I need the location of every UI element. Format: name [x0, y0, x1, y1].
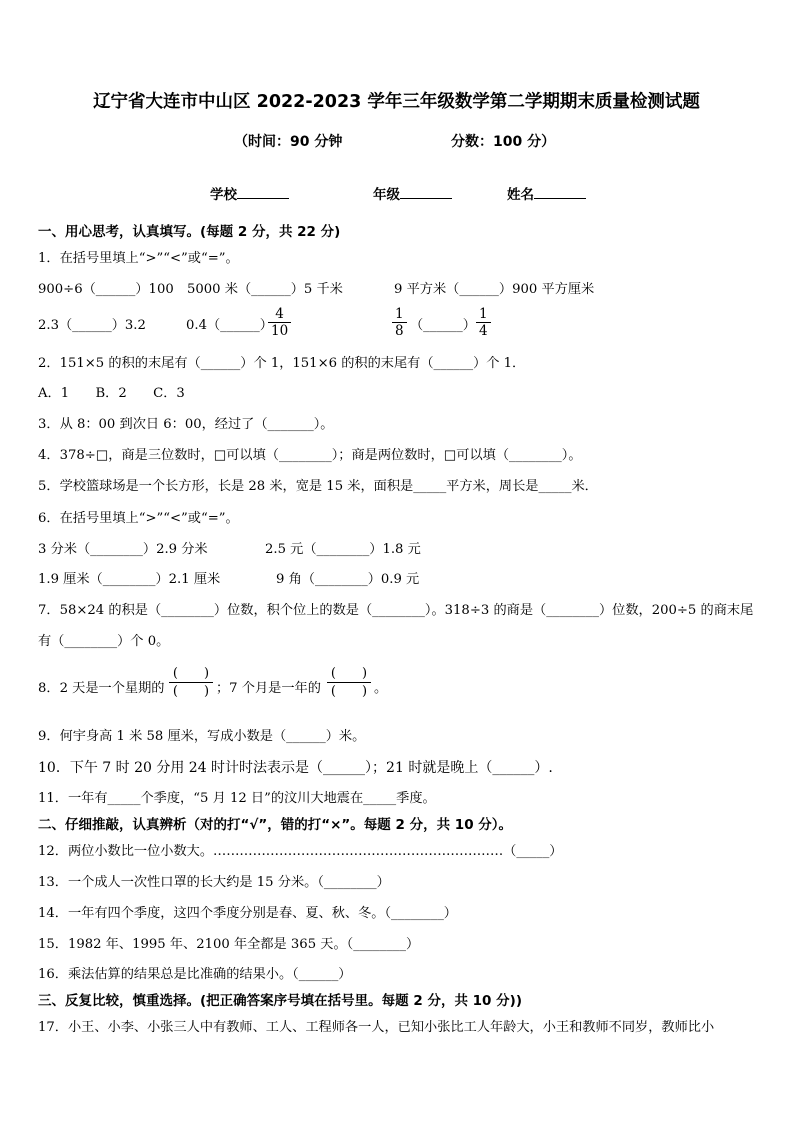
question-1: 1．在括号里填上“>”“<”或“=”。 [38, 251, 239, 266]
question-5: 5．学校篮球场是一个长方形，长是 28 米，宽是 15 米，面积是_____平方米，周长是_____米． [38, 479, 598, 494]
q1-item-f: （______） [410, 318, 476, 333]
name-label: 姓名 [507, 187, 534, 203]
question-7-line-2: 有（________）个 0。 [38, 634, 170, 649]
question-15: 15．1982 年、1995 年、2100 年全都是 365 天。（________） [38, 937, 420, 952]
grade-field[interactable] [373, 183, 452, 203]
fraction-denominator: 4 [479, 323, 488, 339]
fraction-numerator: 1 [395, 306, 404, 322]
school-label: 学校 [210, 187, 237, 203]
name-blank[interactable] [534, 184, 586, 199]
fraction-numerator-blank[interactable]: ( ) [172, 666, 210, 681]
q6-item-a: 3 分米（________）2.9 分米 [38, 542, 208, 557]
question-4: 4．378÷□，商是三位数时，□可以填（________）；商是两位数时，□可以填（________）。 [38, 448, 582, 463]
q1-item-b: 5000 米（______）5 千米 [187, 282, 343, 297]
exam-time: （时间：90 分钟 [234, 134, 343, 150]
exam-title: 辽宁省大连市中山区 2022-2023 学年三年级数学第二学期期末质量检测试题 [93, 92, 700, 112]
fraction-numerator: 1 [479, 306, 488, 322]
fraction-1-4 [476, 306, 491, 339]
q6-item-b: 2.5 元（________）1.8 元 [265, 542, 421, 557]
fraction-1-8 [392, 306, 407, 339]
fraction-numerator-blank[interactable]: ( ) [330, 666, 368, 681]
question-9: 9．何宇身高 1 米 58 厘米，写成小数是（______）米。 [38, 729, 366, 744]
q6-item-d: 9 角（________）0.9 元 [276, 572, 420, 587]
school-blank[interactable] [237, 184, 289, 199]
question-14: 14．一年有四个季度，这四个季度分别是春、夏、秋、冬。（________） [38, 906, 457, 921]
question-7-line-1: 7．58×24 的积是（________）位数，积个位上的数是（________）。318÷3 的商是（________）位数，200÷5 的商末尾 [38, 603, 754, 618]
question-13: 13．一个成人一次性口罩的长大约是 15 分米。（________） [38, 875, 390, 890]
section-1-heading: 一、用心思考，认真填写。(每题 2 分，共 22 分) [38, 224, 341, 240]
q8-blank-fraction-2[interactable] [327, 665, 371, 700]
fraction-4-10 [268, 306, 291, 339]
question-11: 11．一年有_____个季度，“5 月 12 日”的汶川大地震在_____季度。 [38, 791, 436, 806]
section-2-heading: 二、仔细推敲，认真辨析（对的打“√”，错的打“×”。每题 2 分，共 10 分）。 [38, 817, 513, 833]
grade-blank[interactable] [400, 184, 452, 199]
question-3: 3．从 8：00 到次日 6：00，经过了（_______）。 [38, 417, 334, 432]
question-8-part-3: 。 [374, 681, 388, 696]
section-3-heading: 三、反复比较，慎重选择。(把正确答案序号填在括号里。每题 2 分，共 10 分)) [38, 993, 522, 1009]
school-field[interactable] [210, 183, 289, 203]
q1-item-c: 9 平方米（______）900 平方厘米 [394, 282, 595, 297]
question-8-part-1: 8．2 天是一个星期的 [38, 681, 165, 696]
question-10: 10．下午 7 时 20 分用 24 时计时法表示是（______）；21 时就是晚上（______）. [38, 760, 553, 776]
question-17: 17．小王、小李、小张三人中有教师、工人、工程师各一人，已知小张比工人年龄大，小王和教师不同岁，教师比小 [38, 1020, 715, 1035]
question-8-part-2: ；7 个月是一年的 [216, 681, 321, 696]
fraction-denominator: 10 [271, 323, 289, 339]
exam-score: 分数：100 分） [451, 134, 556, 150]
q1-item-a: 900÷6（______）100 [38, 282, 174, 297]
q6-item-c: 1.9 厘米（________）2.1 厘米 [38, 572, 221, 587]
q8-blank-fraction-1[interactable] [169, 665, 213, 700]
question-2-options: A．1 B．2 C．3 [38, 386, 185, 401]
fraction-denominator-blank[interactable]: ( ) [330, 684, 368, 699]
fraction-denominator-blank[interactable]: ( ) [172, 684, 210, 699]
q1-item-d: 2.3（______）3.2 [38, 318, 146, 333]
fraction-numerator: 4 [275, 306, 284, 322]
name-field[interactable] [507, 183, 586, 203]
question-6: 6．在括号里填上“>”“<”或“=”。 [38, 511, 239, 526]
fraction-denominator: 8 [395, 323, 404, 339]
q1-item-e: 0.4（______） [186, 318, 273, 333]
grade-label: 年级 [373, 187, 400, 203]
question-2: 2．151×5 的积的末尾有（______）个 1，151×6 的积的末尾有（______）个 1． [38, 356, 526, 371]
question-12: 12．两位小数比一位小数大。…………………………………………………………（_____） [38, 844, 563, 859]
question-16: 16．乘法估算的结果总是比准确的结果小。（______） [38, 967, 352, 982]
